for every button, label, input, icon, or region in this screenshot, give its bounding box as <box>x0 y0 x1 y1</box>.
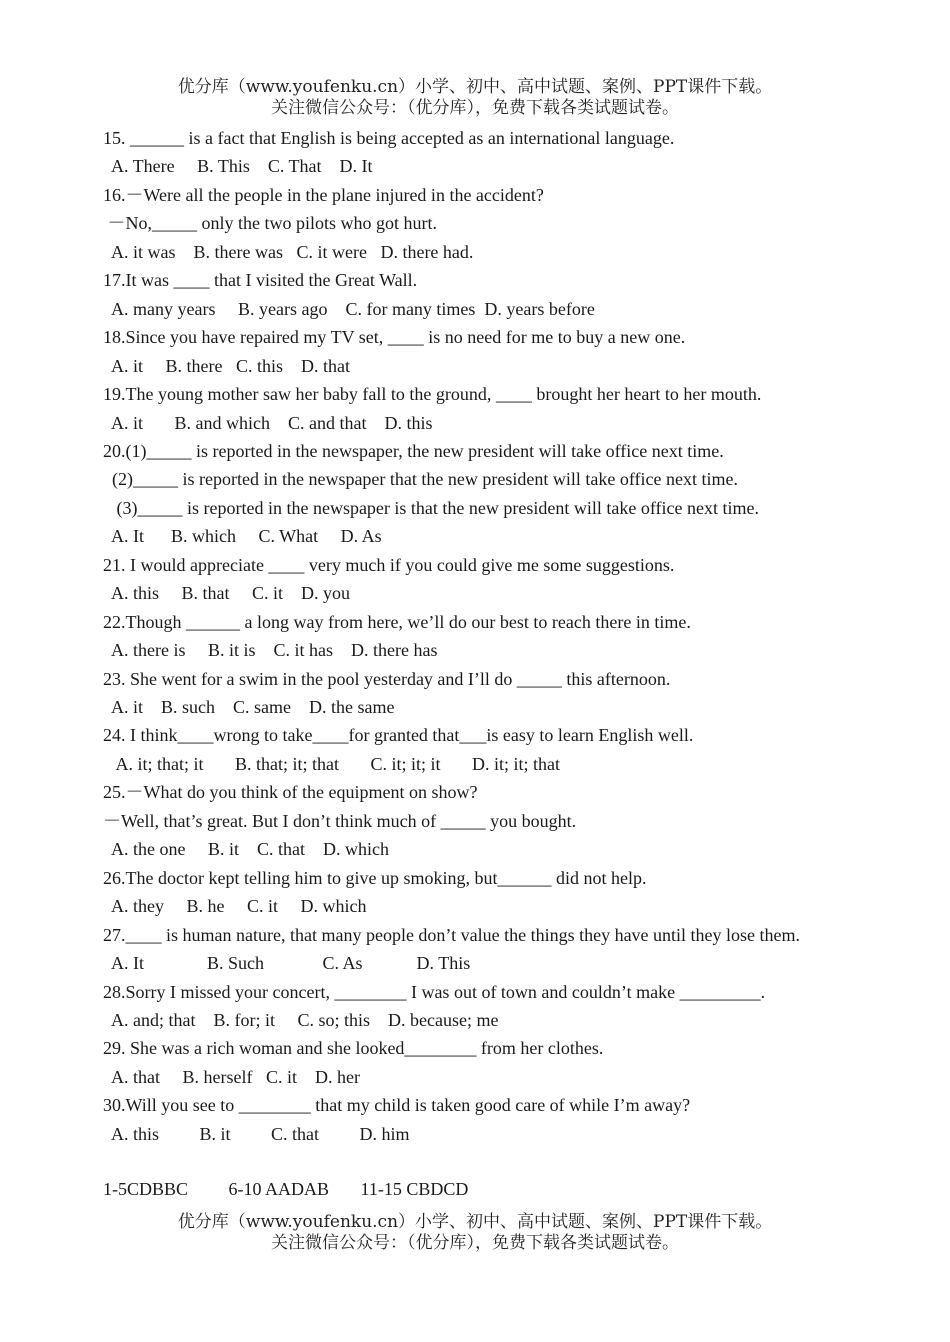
question-line: 26.The doctor kept telling him to give up smoking, but______ did not help. <box>103 868 647 888</box>
question-line: A. this B. that C. it D. you <box>103 583 351 603</box>
question-line: A. It B. Such C. As D. This <box>103 953 471 973</box>
question-line: A. it B. there C. this D. that <box>103 356 350 376</box>
question-line: A. this B. it C. that D. him <box>103 1124 410 1144</box>
question-line: A. that B. herself C. it D. her <box>103 1067 360 1087</box>
question-line: A. and; that B. for; it C. so; this D. because; me <box>103 1010 499 1030</box>
question-line: 19.The young mother saw her baby fall to the ground, ____ brought her heart to her mouth. <box>103 384 762 404</box>
question-line: 24. I think____wrong to take____for granted that___is easy to learn English well. <box>103 725 694 745</box>
question-line: A. many years B. years ago C. for many times D. years before <box>103 299 595 319</box>
question-line: A. It B. which C. What D. As <box>103 526 382 546</box>
question-line: 23. She went for a swim in the pool yesterday and I’ll do _____ this afternoon. <box>103 669 671 689</box>
question-line: A. there is B. it is C. it has D. there has <box>103 640 438 660</box>
question-line: －No,_____ only the two pilots who got hurt. <box>103 213 437 233</box>
footer-line-1: 优分库（www.youfenku.cn）小学、初中、高中试题、案例、PPT课件下载。 <box>177 1212 773 1232</box>
answer-key: 1-5CDBBC 6-10 AADAB 11-15 CBDCD <box>103 1179 469 1199</box>
footer-line-2: 关注微信公众号：（优分库），免费下载各类试题试卷。 <box>271 1233 679 1253</box>
question-line: 22.Though ______ a long way from here, we’ll do our best to reach there in time. <box>103 612 691 632</box>
question-line: (3)_____ is reported in the newspaper is that the new president will take office next time. <box>103 498 759 518</box>
question-line: 29. She was a rich woman and she looked________ from her clothes. <box>103 1038 604 1058</box>
question-line: A. it; that; it B. that; it; that C. it; it; it D. it; it; that <box>103 754 561 774</box>
question-line: A. they B. he C. it D. which <box>103 896 367 916</box>
header-line-2: 关注微信公众号：（优分库），免费下载各类试题试卷。 <box>271 98 679 118</box>
question-line: A. it B. and which C. and that D. this <box>103 413 433 433</box>
question-line: 17.It was ____ that I visited the Great Wall. <box>103 270 418 290</box>
question-line: 28.Sorry I missed your concert, ________ I was out of town and couldn’t make _________. <box>103 982 766 1002</box>
question-line: 18.Since you have repaired my TV set, ____ is no need for me to buy a new one. <box>103 327 686 347</box>
page-footer <box>0 1212 950 1254</box>
question-line: 27.____ is human nature, that many people don’t value the things they have until they lose them. <box>103 925 801 945</box>
question-line: A. it B. such C. same D. the same <box>103 697 395 717</box>
question-line: 15. ______ is a fact that English is being accepted as an international language. <box>103 128 675 148</box>
question-line: 25.－What do you think of the equipment on show? <box>103 782 478 802</box>
question-line: A. There B. This C. That D. It <box>103 156 373 176</box>
question-line: －Well, that’s great. But I don’t think much of _____ you bought. <box>103 811 577 831</box>
question-line: 30.Will you see to ________ that my child is taken good care of while I’m away? <box>103 1095 691 1115</box>
question-line: A. the one B. it C. that D. which <box>103 839 389 859</box>
header-line-1: 优分库（www.youfenku.cn）小学、初中、高中试题、案例、PPT课件下载。 <box>177 77 773 97</box>
question-line: 16.－Were all the people in the plane injured in the accident? <box>103 185 544 205</box>
question-line: A. it was B. there was C. it were D. there had. <box>103 242 474 262</box>
question-line: 21. I would appreciate ____ very much if you could give me some suggestions. <box>103 555 675 575</box>
question-line: 20.(1)_____ is reported in the newspaper, the new president will take office next time. <box>103 441 724 461</box>
page-header <box>0 77 950 119</box>
question-line: (2)_____ is reported in the newspaper that the new president will take office next time. <box>103 469 738 489</box>
